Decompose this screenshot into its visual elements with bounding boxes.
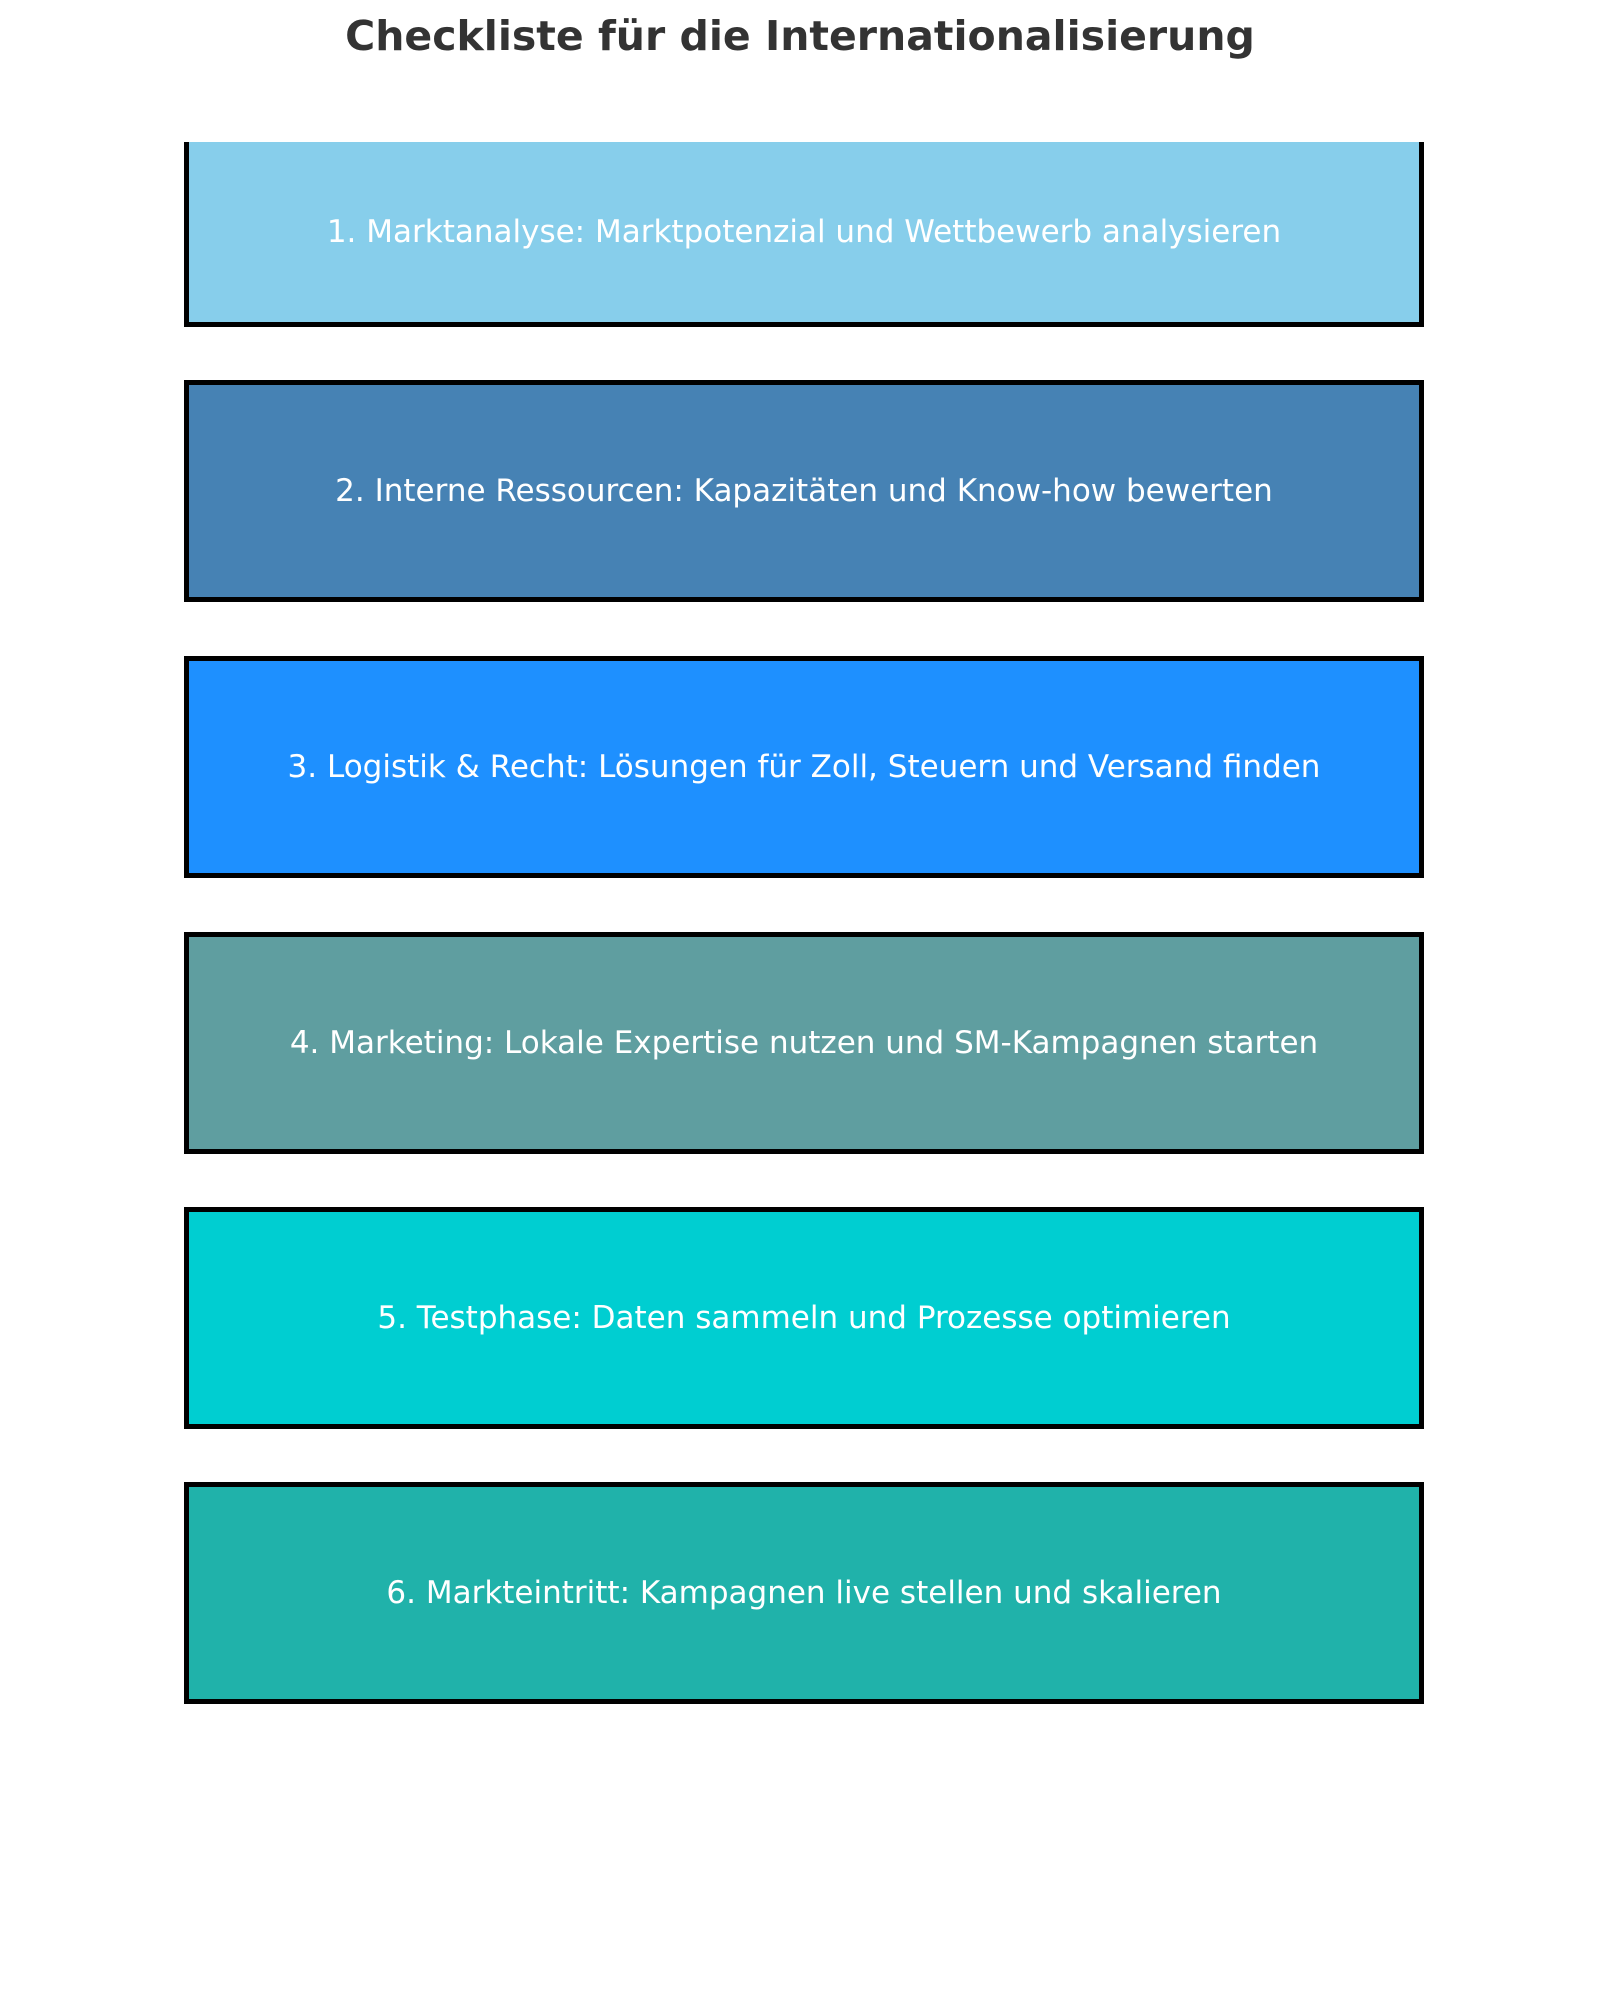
- step-label-6: 6. Markteintritt: Kampagnen live stellen und skalieren: [386, 1575, 1222, 1611]
- step-box-5: [184, 1207, 1424, 1429]
- step-box-3: [184, 656, 1424, 878]
- page-title: Checkliste für die Internationalisierung: [345, 12, 1255, 60]
- step-box-2: [184, 380, 1424, 602]
- step-label-4: 4. Marketing: Lokale Expertise nutzen und SM-Kampagnen starten: [289, 1025, 1319, 1061]
- step-label-5: 5. Testphase: Daten sammeln und Prozesse optimieren: [377, 1300, 1231, 1336]
- step-box-4: [184, 932, 1424, 1154]
- step-box-1: [184, 142, 1424, 327]
- step-label-2: 2. Interne Ressourcen: Kapazitäten und Know-how bewerten: [335, 473, 1273, 509]
- step-box-6: [184, 1482, 1424, 1704]
- step-label-1: 1. Marktanalyse: Marktpotenzial und Wettbewerb analysieren: [326, 214, 1282, 250]
- step-label-3: 3. Logistik & Recht: Lösungen für Zoll, Steuern und Versand finden: [287, 749, 1321, 785]
